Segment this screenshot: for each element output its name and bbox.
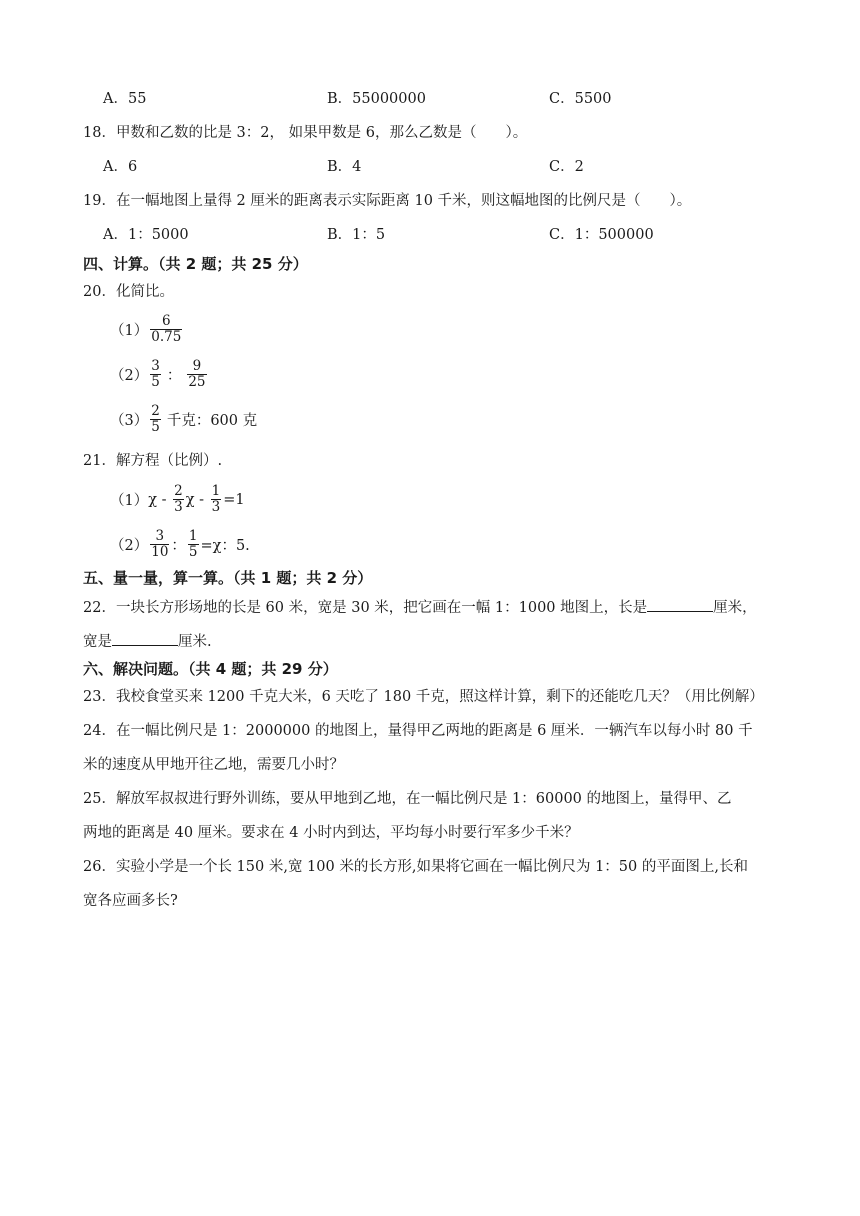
q18-option-b: B．4	[327, 159, 362, 175]
q21-part1-end: =1	[223, 491, 245, 508]
q19-option-a: A．1：5000	[103, 227, 189, 243]
q25-line2: 两地的距离是 40 厘米。要求在 4 小时内到达，平均每小时要行军多少千米？	[83, 825, 579, 841]
fraction-numerator: 1	[188, 528, 198, 544]
q18-text: 18．甲数和乙数的比是 3：2， 如果甲数是 6，那么乙数是（ ）。	[83, 125, 528, 141]
q21-part2	[110, 529, 250, 560]
q22-line2-unit: 厘米.	[178, 634, 212, 650]
q20-part3-fraction	[150, 404, 161, 435]
q21-part2-separator: ：	[171, 538, 186, 554]
fraction-numerator: 6	[161, 313, 171, 329]
q20-part3-label: （3）	[110, 413, 149, 429]
q17-option-b: B．55000000	[327, 91, 426, 107]
fraction-numerator: 9	[192, 358, 202, 374]
q22-line2	[83, 631, 212, 652]
fraction-denominator: 10	[151, 544, 169, 560]
fraction-numerator: 2	[174, 483, 183, 499]
fraction-numerator: 2	[151, 403, 160, 419]
fraction-numerator: 3	[151, 358, 160, 374]
q17-option-c: C．5500	[549, 91, 612, 107]
q20-part2-separator: ：	[166, 368, 182, 384]
section5-title: 五、量一量，算一算。（共 1 题；共 2 分）	[83, 569, 373, 587]
q20-part1-fraction	[150, 314, 182, 345]
section4-title: 四、计算。（共 2 题；共 25 分）	[83, 255, 308, 273]
q20-text: 20．化简比。	[83, 284, 174, 300]
q26-line2: 宽各应画多长?	[83, 893, 178, 909]
q22-line1-text: 22．一块长方形场地的长是 60 米，宽是 30 米，把它画在一幅 1：1000 地图上，长是	[83, 600, 648, 616]
section6-title: 六、解决问题。（共 4 题；共 29 分）	[83, 660, 338, 678]
q21-part2-end: =χ：5.	[200, 538, 250, 554]
q24-line1: 24．在一幅比例尺是 1：2000000 的地图上，量得甲乙两地的距离是 6 厘米．一辆汽车以每小时 80 千	[83, 723, 753, 739]
q22-line1	[83, 597, 757, 618]
fraction-denominator: 0.75	[151, 329, 182, 345]
q23-text: 23．我校食堂买来 1200 千克大米，6 天吃了 180 千克，照这样计算，剩下的还能吃几天？（用比例解）	[83, 689, 764, 705]
fraction-denominator: 3	[174, 499, 183, 515]
q18-option-c: C．2	[549, 159, 584, 175]
fraction-numerator: 1	[211, 483, 221, 499]
q21-part1-label: （1）	[110, 493, 149, 509]
q19-option-b: B．1：5	[327, 227, 386, 243]
q20-part2	[110, 359, 209, 390]
q22-line1-unit: 厘米，	[713, 600, 757, 616]
q18-option-a: A．6	[103, 159, 138, 175]
q17-option-a: A．55	[103, 91, 147, 107]
q20-part1-label: （1）	[110, 323, 149, 339]
q19-text: 19．在一幅地图上量得 2 厘米的距离表示实际距离 10 千米，则这幅地图的比例尺是（ ）。	[83, 193, 692, 209]
q25-line1: 25．解放军叔叔进行野外训练，要从甲地到乙地，在一幅比例尺是 1：60000 的地图上，量得甲、乙	[83, 791, 732, 807]
q21-part2-fraction-a	[150, 529, 169, 560]
q22-width-blank[interactable]	[112, 631, 178, 646]
fraction-denominator: 5	[151, 374, 160, 390]
q21-part1-x: χ -	[148, 491, 172, 508]
q19-option-c: C．1：500000	[549, 227, 654, 243]
q20-part3	[110, 404, 257, 435]
q21-part2-fraction-b	[188, 529, 199, 560]
q21-part1-fraction-a	[173, 484, 184, 515]
fraction-denominator: 5	[188, 544, 198, 560]
q26-line1: 26．实验小学是一个长 150 米,宽 100 米的长方形,如果将它画在一幅比例尺为 1：50 的平面图上,长和	[83, 859, 748, 875]
q24-line2: 米的速度从甲地开往乙地，需要几小时？	[83, 757, 344, 773]
q21-part2-label: （2）	[110, 538, 149, 554]
q22-line2-text: 宽是	[83, 634, 112, 650]
q20-part2-fraction-b	[187, 359, 206, 390]
q22-length-blank[interactable]	[647, 597, 713, 612]
fraction-denominator: 5	[151, 419, 160, 435]
fraction-numerator: 3	[155, 528, 165, 544]
q20-part1	[110, 314, 184, 345]
q21-part1	[110, 484, 245, 515]
fraction-denominator: 3	[211, 499, 221, 515]
q20-part3-rest: 千克：600 克	[166, 413, 258, 429]
q20-part2-fraction-a	[150, 359, 161, 390]
q21-part1-fraction-b	[211, 484, 222, 515]
q20-part2-label: （2）	[110, 368, 149, 384]
q21-part1-mid: χ -	[185, 491, 209, 508]
q21-text: 21．解方程（比例）.	[83, 453, 223, 469]
fraction-denominator: 25	[188, 374, 206, 390]
